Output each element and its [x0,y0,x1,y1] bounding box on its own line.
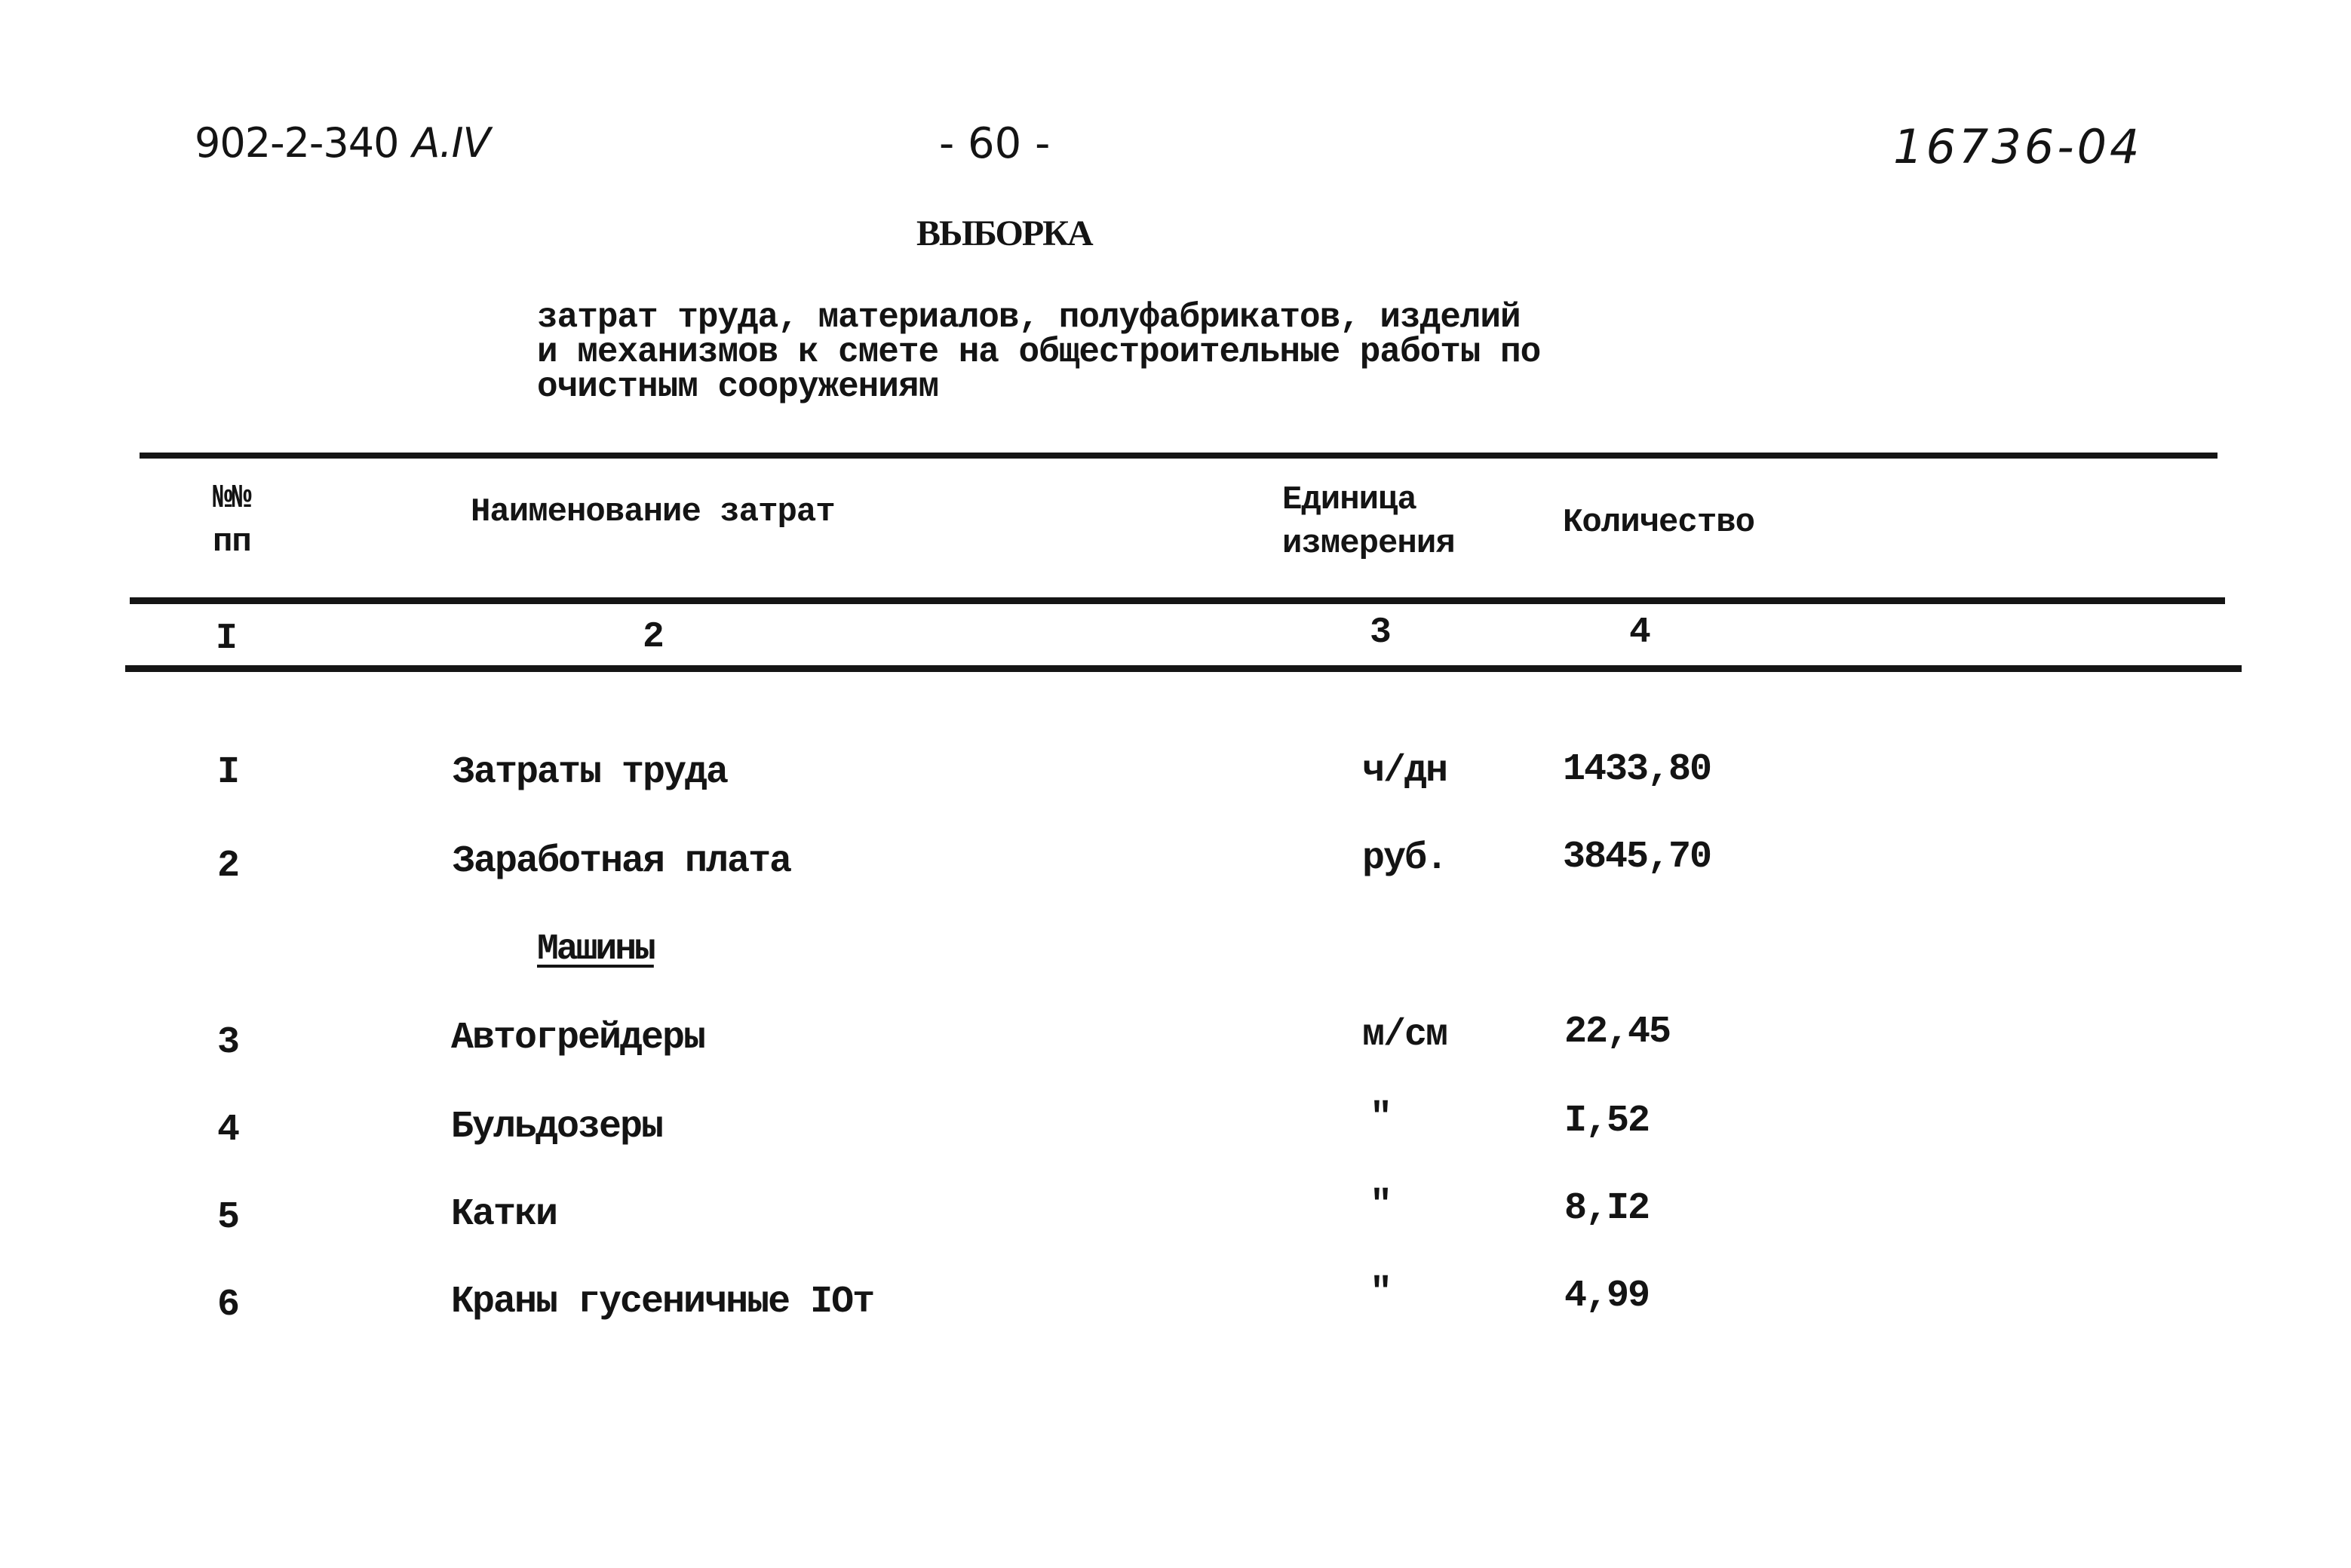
table-column-numbers-rule [125,665,2242,672]
subtitle-line: очистным сооружениям [537,367,939,407]
row-unit: ч/дн [1362,750,1447,793]
row-number: 5 [217,1196,239,1239]
row-quantity: 1433,80 [1563,748,1711,791]
row-unit: " [1370,1272,1392,1315]
album-number: А.IV [412,119,490,167]
row-number: 6 [217,1284,239,1327]
row-name: Затраты труда [453,751,728,794]
row-name: Краны гусеничные IOт [451,1281,874,1324]
row-number: 2 [217,845,239,888]
column-header-unit: Единица измерения [1282,481,1455,563]
column-header-quantity: Количество [1563,504,1755,542]
row-unit: руб. [1362,837,1447,880]
row-name: Катки [451,1193,557,1236]
page-number: - 60 - [939,119,1051,168]
row-unit: " [1370,1184,1392,1227]
row-number: 4 [217,1109,239,1152]
column-number: 4 [1629,612,1651,653]
subtitle-line: затрат труда, материалов, полуфабрикатов, изделий [537,298,1521,337]
column-header-name: Наименование затрат [471,493,835,531]
row-quantity: 8,I2 [1564,1187,1650,1230]
document-subtitle [537,298,1541,407]
table-top-rule [140,453,2217,459]
column-header-number: №№ пп [213,480,251,561]
table-header-rule [130,597,2225,604]
subtitle-line: и механизмов к смете на общестроительные работы по [537,333,1541,372]
column-number: I [216,618,238,659]
row-quantity: 3845,70 [1563,836,1711,879]
row-unit: м/см [1362,1014,1447,1057]
row-number: 3 [217,1021,239,1064]
row-number: I [217,751,239,794]
section-heading-machines: Машины [537,929,654,970]
row-name: Автогрейдеры [451,1017,705,1060]
row-name: Бульдозеры [451,1106,663,1149]
row-unit: " [1370,1097,1392,1140]
document-code [195,119,490,167]
sheet-code: 16736-04 [1893,119,2143,174]
row-quantity: 22,45 [1564,1011,1671,1054]
row-quantity: 4,99 [1564,1275,1650,1318]
column-number: 2 [643,617,664,658]
column-number: 3 [1370,612,1392,653]
row-name: Заработная плата [453,840,791,883]
document-number: 902-2-340 [195,119,399,167]
row-quantity: I,52 [1564,1100,1650,1143]
document-title: ВЫБОРКА [916,213,1092,253]
